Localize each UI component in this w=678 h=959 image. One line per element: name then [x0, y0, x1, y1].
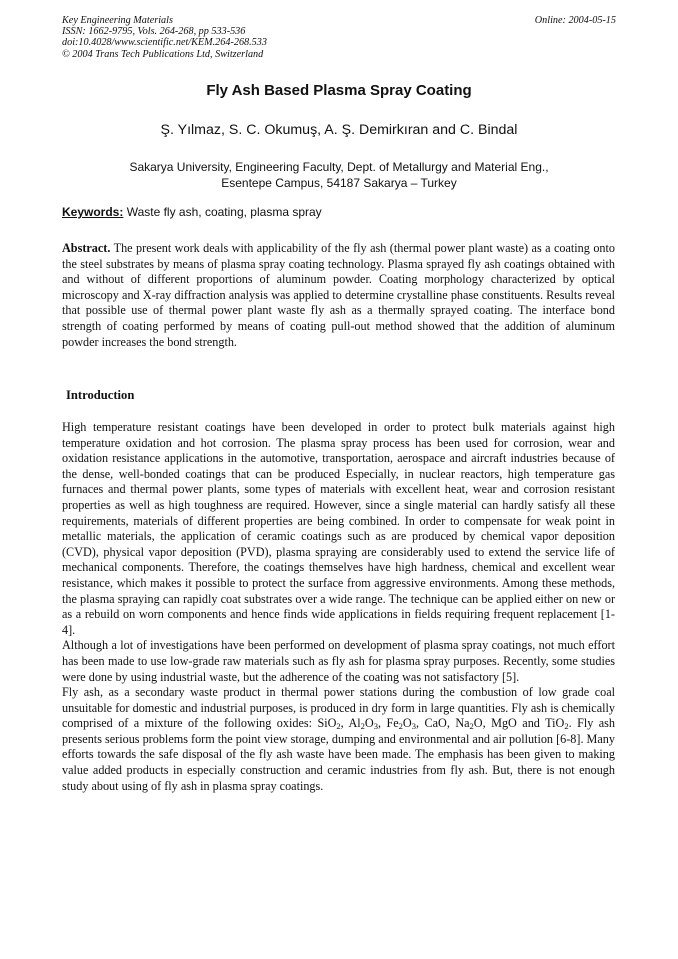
- introduction-body: [62, 420, 615, 794]
- affiliation-line-1: Sakarya University, Engineering Faculty, Dept. of Metallurgy and Material Eng.,: [129, 160, 549, 174]
- issn-line: ISSN: 1662-9795, Vols. 264-268, pp 533-536: [62, 26, 246, 38]
- formula-na2o: $Na_2O$: [455, 716, 483, 732]
- formula-sio2: SiO$_2$: [317, 716, 341, 732]
- paper-title: Fly Ash Based Plasma Spray Coating: [206, 82, 472, 99]
- formula-tio2: TiO$_2$: [545, 716, 569, 732]
- formula-mgo: MgO: [491, 716, 517, 731]
- formula-al2o3: $Al_2O_3$: [348, 716, 378, 732]
- keywords: [62, 205, 322, 219]
- abstract-text: The present work deals with applicability of the fly ash (thermal power plant waste) as a coating onto the steel substrates by means of plasma spray coating technology. Plasma sprayed fly ash coatings obtained with and without of different proportions of aluminum powder. Coating morphology characterized by optical microscopy and X-ray diffraction analysis was applied to determine crystalline phase constituents. Results reveal that possible use of thermal power plant waste fly ash as a thermally sprayed coating. The interface bond strength of coating performed by means of coating pull-out method showed that the addition of aluminum powder increases the bond strength.: [62, 241, 615, 349]
- affiliation: [0, 160, 678, 191]
- author-list: Ş. Yılmaz, S. C. Okumuş, A. Ş. Demirkıran and C. Bindal: [160, 122, 518, 138]
- keywords-text: Waste fly ash, coating, plasma spray: [123, 205, 322, 219]
- intro-p3-end: . Fly ash presents serious problems form the point view storage, dumping and environmental and air pollution [6-8]. Many efforts towards the safe disposal of the fly ash waste have been made. The emphasis has been given to making value added products in especially construction and ceramic industries from fly ash. But, there is not enough study about using of fly ash in plasma spray coatings.: [62, 716, 616, 793]
- keywords-label: Keywords:: [62, 205, 124, 219]
- intro-paragraph-3: Fly ash, as a secondary waste product in thermal power stations during the combustion of low grade coal unsuitable for domestic and industrial purposes, is produced in dry form in large quantities. Fly ash is chemically comprised of a mixture of the following oxides: SiO$_2$, $Al_2O_3$, $Fe_2O_3$, CaO, $Na_2O$, MgO and TiO$_2$. Fly ash presents serious problems form the point view storage, dumping and environmental and air pollution [6-8]. Many efforts towards the safe disposal of the fly ash waste have been made. The emphasis has been given to making value added products in especially construction and ceramic industries from fly ash. But, there is not enough study about using of fly ash in plasma spray coatings.: [62, 685, 616, 793]
- affiliation-line-2: Esentepe Campus, 54187 Sakarya – Turkey: [221, 175, 457, 190]
- section-heading-introduction: Introduction: [66, 388, 135, 402]
- abstract-label: Abstract.: [62, 241, 111, 255]
- formula-fe2o3: $Fe_2O_3$: [386, 716, 416, 732]
- intro-p3-start: Fly ash, as a secondary waste product in thermal power stations during the combustion of low grade coal unsuitable for domestic and industrial purposes, is produced in dry form in large quantities. Fly ash is chemically comprised of a mixture of the following oxides:: [62, 685, 615, 731]
- doi-line: doi:10.4028/www.scientific.net/KEM.264-268.533: [62, 37, 267, 49]
- formula-cao: CaO: [424, 716, 447, 731]
- intro-paragraph-1: High temperature resistant coatings have been developed in order to protect bulk materials against high temperature oxidation and hot corrosion. The plasma spray process has been used for corrosion, wear and oxidation resistance applications in the automotive, transportation, aerospace and aircraft industries because of the dense, well-bonded coatings that can be produced Especially, in nuclear reactors, high temperature gas furnaces and thermal power plants, some types of materials with excellent heat, wear and corrosion resistant properties as well as high toughness are required. However, since a single material can hardly satisfy all these requirements, materials of different properties are being combined. In order to compensate for weak point in metallic materials, the application of ceramic coatings such as are produced by chemical vapor deposition (CVD), physical vapor deposition (PVD), plasma spraying are considerably used to extend the service life of mechanical components. Therefore, the coatings themselves have high hardness, chemical and excellent wear resistance, which makes it possible to protect the surface from aggressive environments. Among these methods, the plasma spraying can rapidly coat substrates over a wide range. The technique can be applied either on new or as a rebuild on worn components and hence finds wide applications in fields requiring frequent replacement [1-4].: [62, 420, 615, 637]
- abstract: [62, 241, 615, 350]
- online-date: Online: 2004-05-15: [534, 15, 616, 26]
- copyright-line: © 2004 Trans Tech Publications Ltd, Switzerland: [62, 48, 264, 60]
- journal-header: [62, 15, 616, 60]
- intro-paragraph-2: Although a lot of investigations have been performed on development of plasma spray coatings, not much effort has been made to use low-grade raw materials such as fly ash for plasma spray purposes. Recently, some studies were done by using industrial waste, but the adherence of the coating was not satisfactory [5].: [62, 638, 615, 684]
- journal-name: Key Engineering Materials: [62, 15, 173, 26]
